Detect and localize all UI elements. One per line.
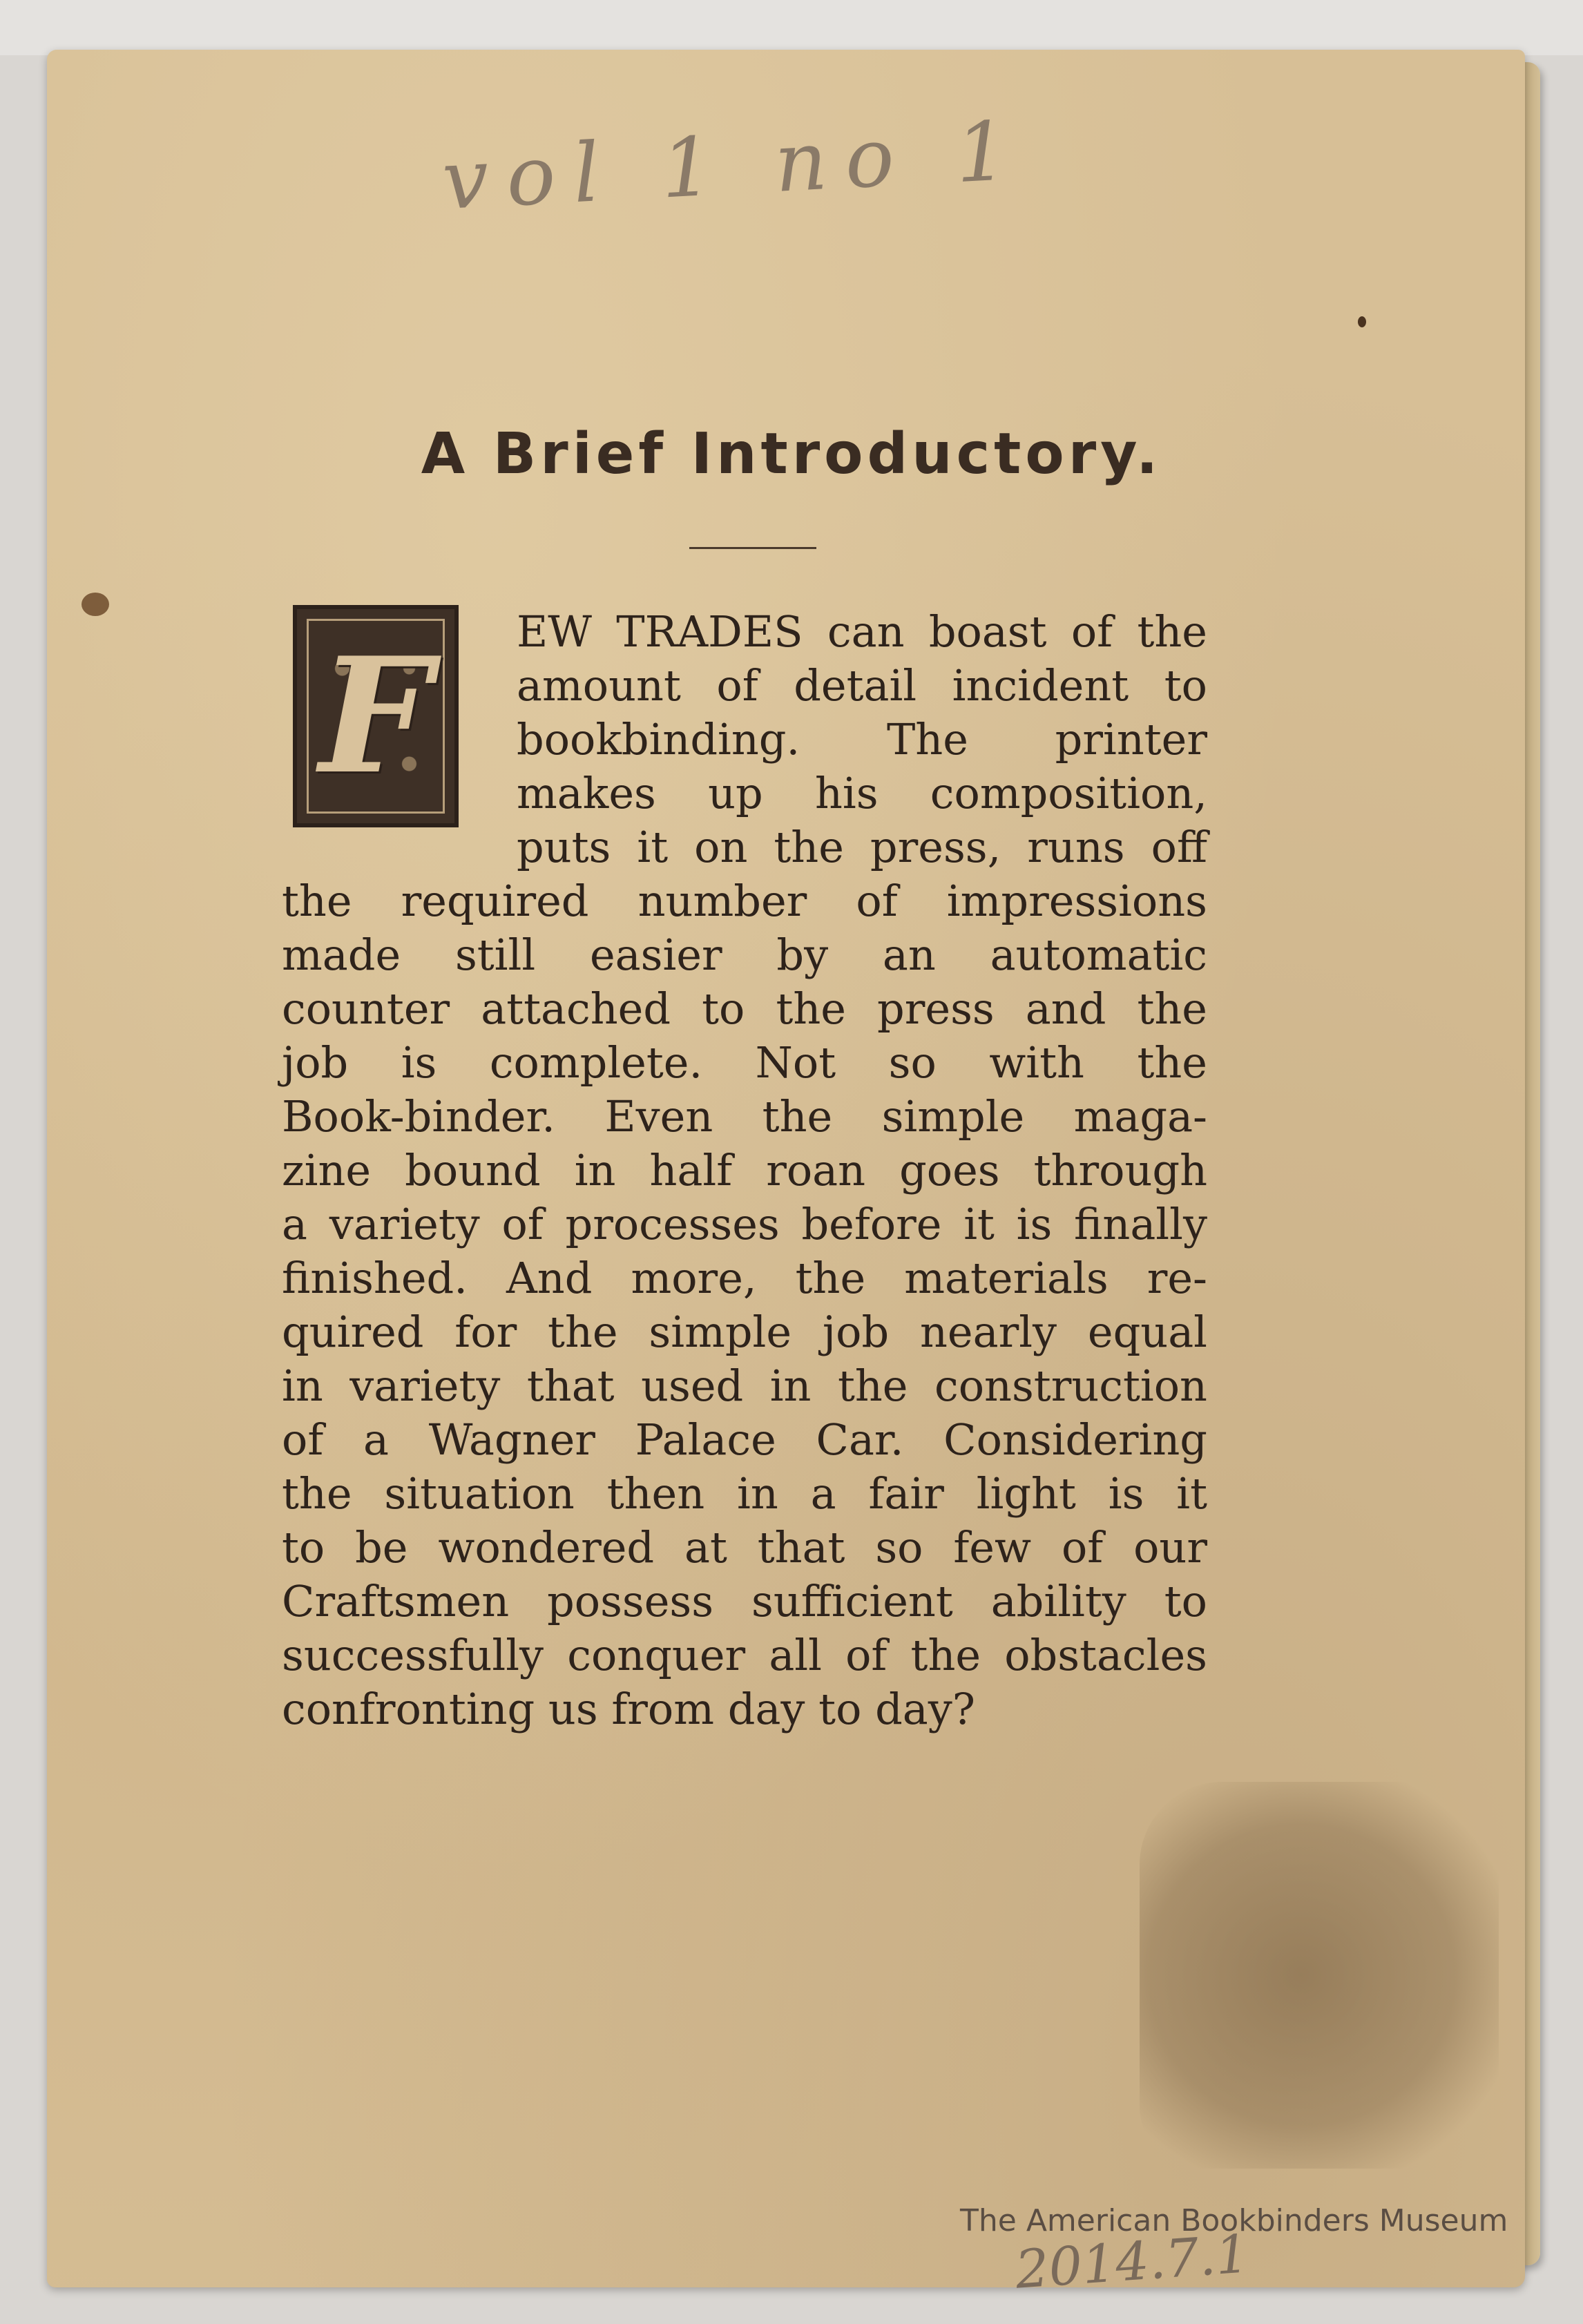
text-line: bookbinding. The printer [517,714,1207,765]
text-line: finished. And more, the materials re- [282,1253,1207,1303]
paper-stain [81,593,109,616]
body-paragraph [282,605,1207,1736]
text-line: of a Wagner Palace Car. Considering [282,1414,1207,1465]
text-line: job is complete. Not so with the [282,1037,1207,1088]
text-line: puts it on the press, runs off [517,822,1207,872]
text-line: zine bound in half roan goes through [282,1145,1207,1195]
text-line: Craftsmen possess sufficient ability to [282,1576,1207,1626]
text-line: successfully conquer all of the obstacles [282,1630,1207,1680]
handwritten-volume-note: vol 1 no 1 [439,102,1028,229]
text-line: in variety that used in the construction [282,1361,1207,1411]
text-line: quired for the simple job nearly equal [282,1307,1207,1357]
accession-number: 2014.7.1 [1013,2222,1251,2301]
page-title: A Brief Introductory. [421,421,1162,487]
text-line: confronting us from day to day? [282,1684,976,1734]
museum-watermark: The American Bookbinders Museum [960,2203,1508,2238]
text-line: the situation then in a fair light is it [282,1468,1207,1519]
text-line: made still easier by an automatic [282,930,1207,980]
text-line: makes up his composition, [517,768,1207,818]
drop-cap-letter: F [319,623,432,809]
paper-speck [1358,316,1366,327]
camera-shadow [1140,1782,1499,2169]
text-line: counter attached to the press and the [282,983,1207,1034]
text-line: the required number of impressions [282,876,1207,926]
title-divider [689,547,816,549]
text-line: EW TRADES can boast of the [517,606,1207,657]
text-line: amount of detail incident to [517,660,1207,711]
text-line: Book-binder. Even the simple maga- [282,1091,1207,1142]
text-line: to be wondered at that so few of our [282,1522,1207,1573]
text-line: a variety of processes before it is finally [282,1199,1207,1249]
photo-backdrop [0,0,1583,55]
